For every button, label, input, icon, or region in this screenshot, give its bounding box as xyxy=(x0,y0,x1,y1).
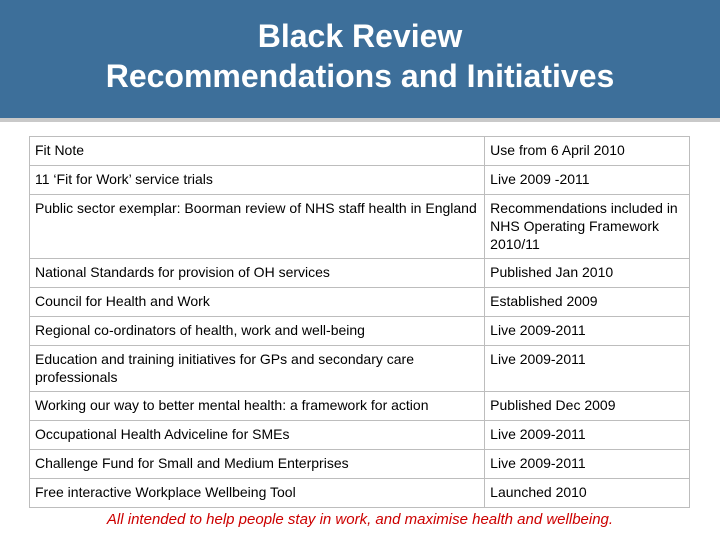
table-row xyxy=(30,137,690,166)
header-divider xyxy=(0,118,720,122)
row-status: Launched 2010 xyxy=(485,479,690,508)
table-row xyxy=(30,317,690,346)
row-item: Challenge Fund for Small and Medium Enterprises xyxy=(30,450,485,479)
row-item: 11 ‘Fit for Work’ service trials xyxy=(30,166,485,195)
title-line-2: Recommendations and Initiatives xyxy=(105,58,615,94)
row-status: Published Dec 2009 xyxy=(485,392,690,421)
row-item: Free interactive Workplace Wellbeing Tool xyxy=(30,479,485,508)
row-status: Use from 6 April 2010 xyxy=(485,137,690,166)
row-status: Recommendations included in NHS Operating Framework 2010/11 xyxy=(485,195,690,259)
table-row xyxy=(30,479,690,508)
slide-title xyxy=(0,16,720,96)
row-status: Live 2009-2011 xyxy=(485,421,690,450)
row-item: Working our way to better mental health: a framework for action xyxy=(30,392,485,421)
row-item: National Standards for provision of OH services xyxy=(30,259,485,288)
table-row xyxy=(30,195,690,259)
row-item: Public sector exemplar: Boorman review of NHS staff health in England xyxy=(30,195,485,259)
title-banner xyxy=(0,0,720,118)
table-row xyxy=(30,421,690,450)
table-row xyxy=(30,259,690,288)
row-status: Established 2009 xyxy=(485,288,690,317)
table-row xyxy=(30,450,690,479)
table-row xyxy=(30,392,690,421)
title-line-1: Black Review xyxy=(257,18,463,54)
table-row xyxy=(30,166,690,195)
row-status: Live 2009 -2011 xyxy=(485,166,690,195)
row-item: Occupational Health Adviceline for SMEs xyxy=(30,421,485,450)
table-row xyxy=(30,346,690,392)
row-status: Live 2009-2011 xyxy=(485,346,690,392)
row-status: Live 2009-2011 xyxy=(485,317,690,346)
row-item: Fit Note xyxy=(30,137,485,166)
footer-note: All intended to help people stay in work, and maximise health and wellbeing. xyxy=(106,511,614,528)
row-item: Council for Health and Work xyxy=(30,288,485,317)
row-item: Regional co-ordinators of health, work and well-being xyxy=(30,317,485,346)
table-row xyxy=(30,288,690,317)
row-item: Education and training initiatives for GPs and secondary care professionals xyxy=(30,346,485,392)
row-status: Live 2009-2011 xyxy=(485,450,690,479)
row-status: Published Jan 2010 xyxy=(485,259,690,288)
recommendations-table xyxy=(29,136,690,508)
